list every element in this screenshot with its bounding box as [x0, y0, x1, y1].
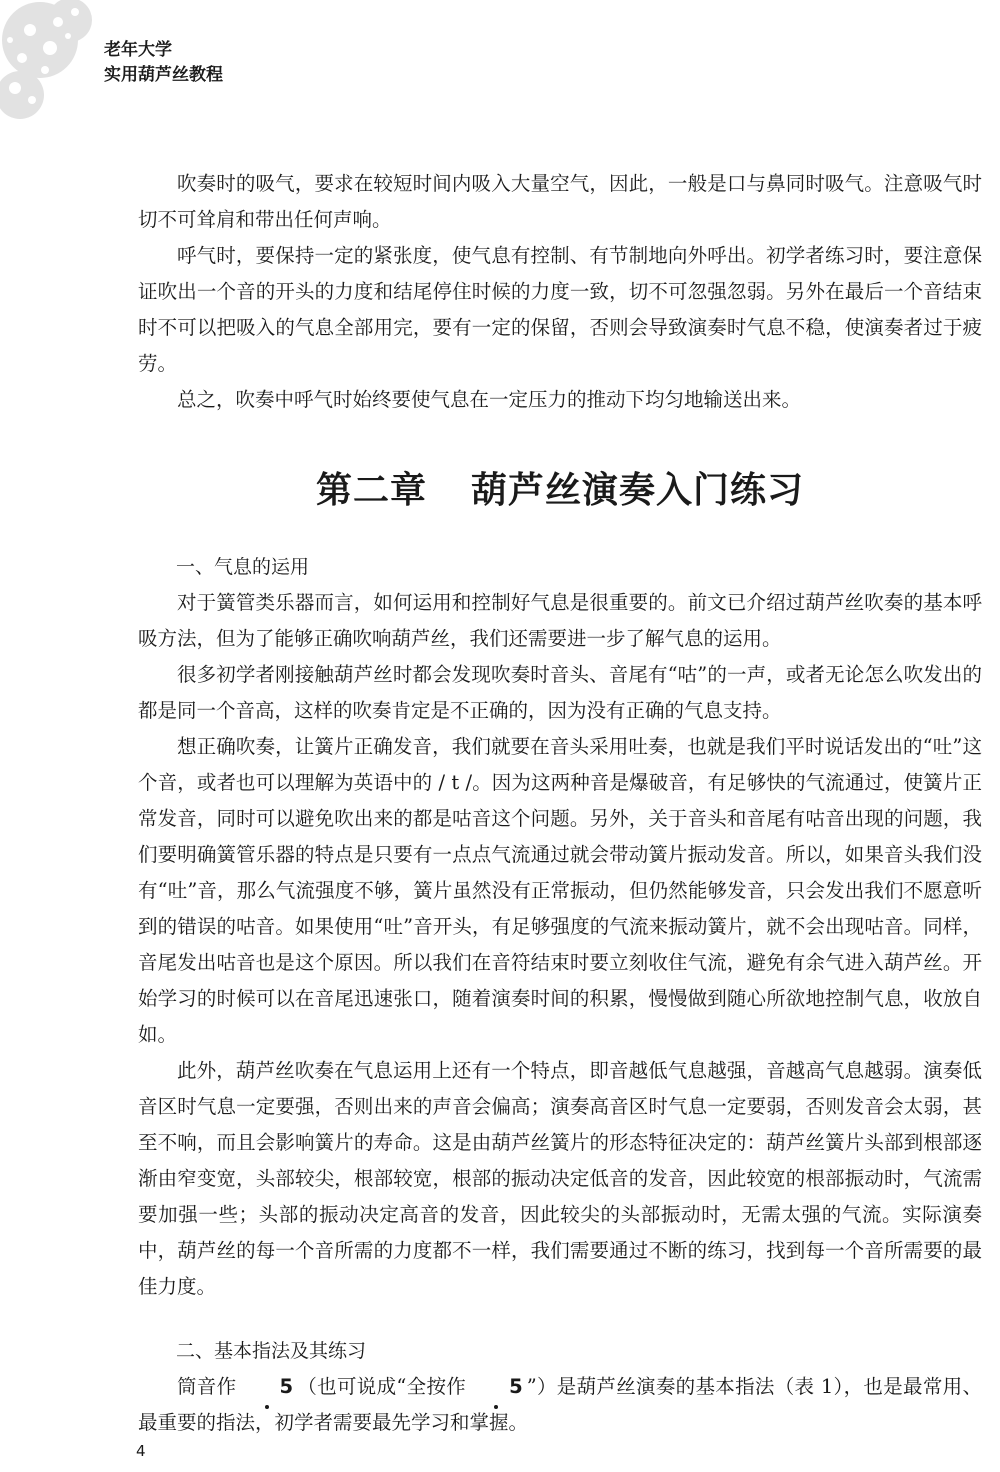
section-1-paragraph-3: 想正确吹奏，让簧片正确发音，我们就要在音头采用吐奏，也就是我们平时说话发出的“吐”这个音，或者也可以理解为英语中的 / t /。因为这两种音是爆破音，有足够快的气流通过，使簧片正常发音，同时可以避免吹出来的都是咕音这个问题。另外，关于音头和音尾有咕音出现的问题，我们要明确簧管乐器的特点是只要有一点点气流通过就会带动簧片振动发音。所以，如果音头我们没有“吐”音，那么气流强度不够，簧片虽然没有正常振动，但仍然能够发音，只会发出我们不愿意听到的错误的咕音。如果使用“吐”音开头，有足够强度的气流来振动簧片，就不会出现咕音。同样，音尾发出咕音也是这个原因。所以我们在音符结束时要立刻收住气流，避免有余气进入葫芦丝。开始学习的时候可以在音尾迅速张口，随着演奏时间的积累，慢慢做到随心所欲地控制气息，收放自如。	[138, 735, 982, 1046]
low-note-5: 5	[470, 1369, 523, 1405]
text-part-2: （也可说成“全按作	[297, 1375, 467, 1398]
section-2-heading: 二、基本指法及其练习	[176, 1340, 367, 1362]
chapter-name: 葫芦丝演奏入门练习	[471, 469, 805, 511]
header-line-2: 实用葫芦丝教程	[104, 65, 223, 85]
text-part-3: ”）是葫芦丝演奏的基本指法（表 1），也是最常用、最重要的指法，初学者需要最先学习和掌握。	[138, 1375, 982, 1434]
intro-paragraph-2: 呼气时，要保持一定的紧张度，使气息有控制、有节制地向外呼出。初学者练习时，要注意保证吹出一个音的开头的力度和结尾停住时候的力度一致，切不可忽强忽弱。另外在最后一个音结束时不可以把吸入的气息全部用完，要有一定的保留，否则会导致演奏时气息不稳，使演奏者过于疲劳。	[138, 244, 982, 375]
chapter-title	[138, 468, 982, 512]
section-1-heading: 一、气息的运用	[176, 556, 310, 578]
low-note-5: 5	[240, 1369, 293, 1405]
floral-ornament	[0, 0, 100, 130]
section-2-paragraph-1	[138, 1369, 982, 1441]
page-number: 4	[136, 1442, 146, 1460]
section-1-paragraph-2: 很多初学者刚接触葫芦丝时都会发现吹奏时音头、音尾有“咕”的一声，或者无论怎么吹发出的都是同一个音高，这样的吹奏肯定是不正确的，因为没有正确的气息支持。	[138, 663, 982, 722]
section-1-paragraph-4: 此外，葫芦丝吹奏在气息运用上还有一个特点，即音越低气息越强，音越高气息越弱。演奏低音区时气息一定要强，否则出来的声音会偏高；演奏高音区时气息一定要弱，否则发音会太弱，甚至不响，而且会影响簧片的寿命。这是由葫芦丝簧片的形态特征决定的：葫芦丝簧片头部到根部逐渐由窄变宽，头部较尖，根部较宽，根部的振动决定低音的发音，因此较宽的根部振动时，气流需要加强一些；头部的振动决定高音的发音，因此较尖的头部振动时，无需太强的气流。实际演奏中，葫芦丝的每一个音所需的力度都不一样，我们需要通过不断的练习，找到每一个音所需要的最佳力度。	[138, 1059, 982, 1298]
running-header	[104, 38, 223, 88]
text-part-1: 筒音作	[177, 1375, 237, 1398]
page-body	[138, 166, 982, 1441]
intro-paragraph-1: 吹奏时的吸气，要求在较短时间内吸入大量空气，因此，一般是口与鼻同时吸气。注意吸气时切不可耸肩和带出任何声响。	[138, 172, 982, 231]
intro-paragraph-3: 总之，吹奏中呼气时始终要使气息在一定压力的推动下均匀地输送出来。	[177, 388, 802, 411]
chapter-number: 第二章	[315, 469, 427, 511]
section-1-paragraph-1: 对于簧管类乐器而言，如何运用和控制好气息是很重要的。前文已介绍过葫芦丝吹奏的基本呼吸方法，但为了能够正确吹响葫芦丝，我们还需要进一步了解气息的运用。	[138, 591, 982, 650]
header-line-1: 老年大学	[104, 40, 172, 60]
